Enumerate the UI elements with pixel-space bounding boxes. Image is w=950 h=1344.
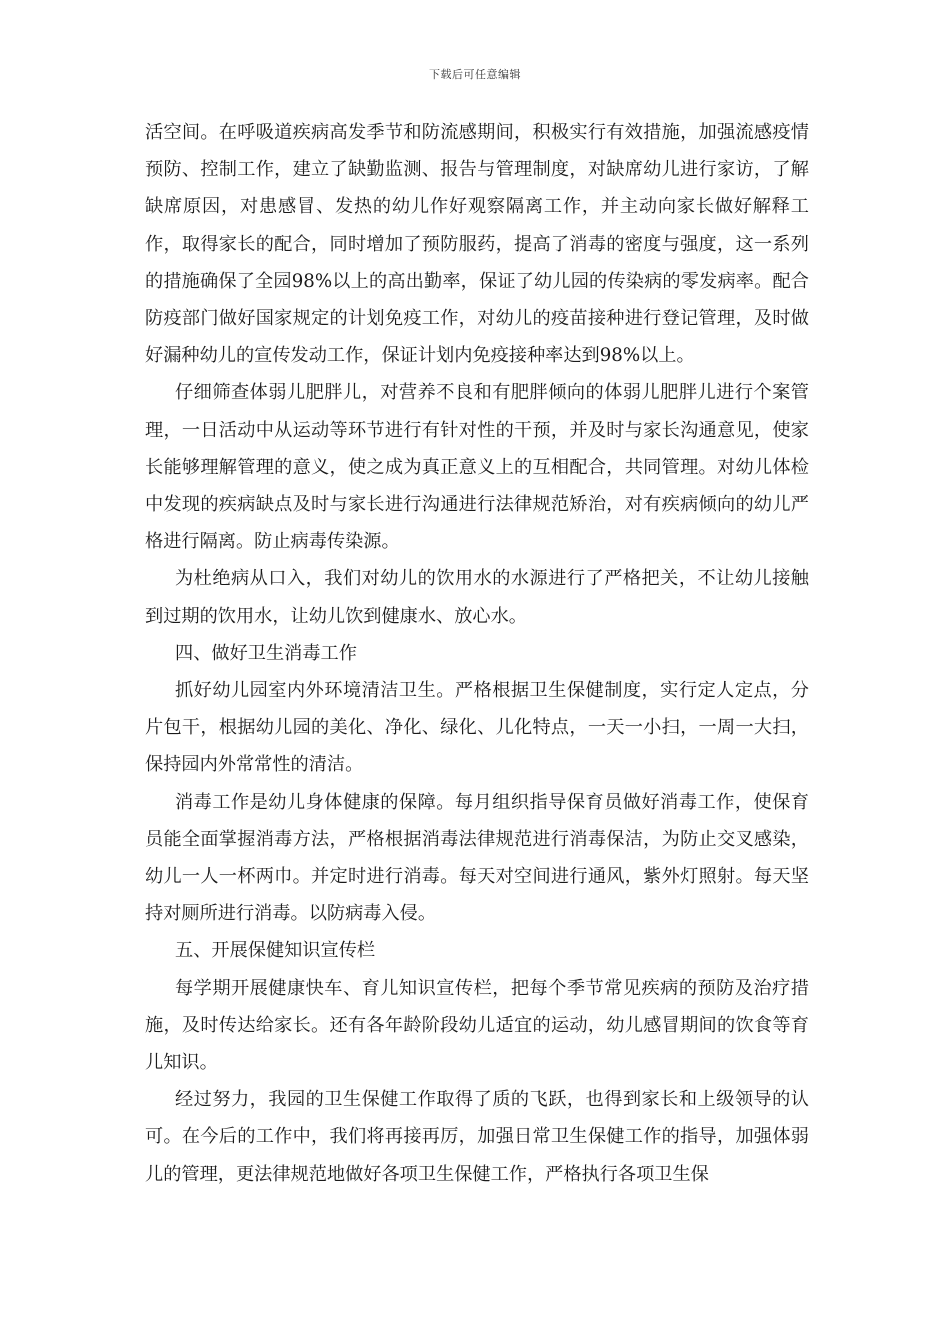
paragraph-6: 消毒工作是幼儿身体健康的保障。每月组织指导保育员做好消毒工作，使保育员能全面掌握消毒方法，严格根据消毒法律规范进行消毒保洁，为防止交叉感染，幼儿一人一杯两巾。并定时进行消毒。每天对空间进行通风，紫外灯照射。每天坚持对厕所进行消毒。以防病毒入侵。 [145, 791, 809, 925]
section-heading-5: 五、开展保健知识宣传栏 [175, 940, 376, 962]
document-body [145, 114, 809, 1193]
paragraph-9: 经过努力，我园的卫生保健工作取得了质的飞跃，也得到家长和上级领导的认可。在今后的工作中，我们将再接再厉，加强日常卫生保健工作的指导，加强体弱儿的管理，更法律规范地做好各项卫生保健工作，严格执行各项卫生保 [145, 1089, 809, 1185]
paragraph-1: 活空间。在呼吸道疾病高发季节和防流感期间，积极实行有效措施，加强流感疫情预防、控制工作，建立了缺勤监测、报告与管理制度，对缺席幼儿进行家访，了解缺席原因，对患感冒、发热的幼儿作好观察隔离工作，并主动向家长做好解释工作，取得家长的配合，同时增加了预防服药，提高了消毒的密度与强度，这一系列的措施确保了全园98%以上的高出勤率，保证了幼儿园的传染病的零发病率。配合防疫部门做好国家规定的计划免疫工作，对幼儿的疫苗接种进行登记管理，及时做好漏种幼儿的宣传发动工作，保证计划内免疫接种率达到98%以上。 [145, 122, 809, 367]
section-heading-4: 四、做好卫生消毒工作 [175, 642, 357, 664]
paragraph-8: 每学期开展健康快车、育儿知识宣传栏，把每个季节常见疾病的预防及治疗措施，及时传达给家长。还有各年龄阶段幼儿适宜的运动，幼儿感冒期间的饮食等育儿知识。 [145, 977, 809, 1074]
paragraph-3: 为杜绝病从口入，我们对幼儿的饮用水的水源进行了严格把关，不让幼儿接触到过期的饮用水，让幼儿饮到健康水、放心水。 [145, 568, 809, 627]
paragraph-5: 抓好幼儿园室内外环境清洁卫生。严格根据卫生保健制度，实行定人定点，分片包干，根据幼儿园的美化、净化、绿化、儿化特点，一天一小扫，一周一大扫，保持园内外常常性的清洁。 [145, 680, 809, 776]
page-header: 下载后可任意编辑 [429, 68, 521, 81]
paragraph-2: 仔细筛查体弱儿肥胖儿，对营养不良和有肥胖倾向的体弱儿肥胖儿进行个案管理，一日活动中从运动等环节进行有针对性的干预，并及时与家长沟通意见，使家长能够理解管理的意义，使之成为真正意义上的互相配合，共同管理。对幼儿体检中发现的疾病缺点及时与家长进行沟通进行法律规范矫治，对有疾病倾向的幼儿严格进行隔离。防止病毒传染源。 [145, 382, 809, 553]
